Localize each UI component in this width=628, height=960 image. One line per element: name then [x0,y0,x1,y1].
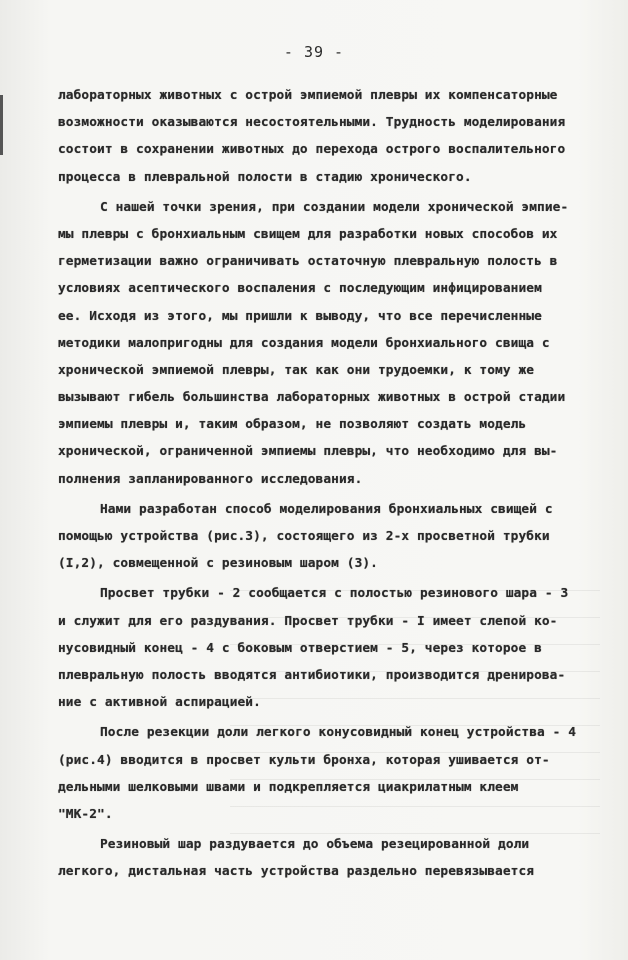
text-line: возможности оказываются несостоятельными. Трудность моделирования [58,115,566,131]
scan-edge-mark [0,95,3,155]
text-line: вызывают гибель большинства лабораторных животных в острой стадии [58,390,566,406]
text-line: полнения запланированного исследования. [58,471,363,487]
text-line: процесса в плевральной полости в стадию хронического. [58,169,472,185]
text-line: условиях асептического воспаления с последующим инфицированием [58,281,542,297]
text-line: хронической, ограниченной эмпиемы плевры, что необходимо для вы- [58,444,558,460]
text-line: ние с активной аспирацией. [58,695,261,711]
text-line: (I,2), совмещенной с резиновым шаром (3). [58,556,378,572]
text-line: и служит для его раздувания. Просвет трубки - I имеет слепой ко- [58,613,558,629]
text-line: эмпиемы плевры и, таким образом, не позволяют создать модель [58,417,527,433]
text-line: герметизации важно ограничивать остаточную плевральную полость в [58,254,558,270]
text-line: лабораторных животных с острой эмпиемой плевры их компенсаторные [58,88,558,103]
text-line: легкого, дистальная часть устройства раздельно перевязывается [58,864,535,880]
text-line: Нами разработан способ моделирования бронхиальных свищей с [100,501,553,517]
text-line: помощью устройства (рис.3), состоящего из 2-х просветной трубки [58,529,550,544]
body-text [58,82,608,885]
text-line: дельными шелковыми швами и подкрепляется циакрилатным клеем [58,779,519,795]
page-number: - 39 - [283,43,345,61]
text-line: нусовидный конец - 4 с боковым отверстием - 5, через которое в [58,640,542,656]
text-line: Просвет трубки - 2 сообщается с полостью резинового шара - 3 [100,586,569,602]
text-line: С нашей точки зрения, при создании модели хронической эмпие- [100,199,569,215]
text-line: Резиновый шар раздувается до объема резецированной доли [100,837,530,853]
text-line: (рис.4) вводится в просвет культи бронха, которая ушивается от- [58,752,550,768]
text-line: состоит в сохранении животных до перехода острого воспалительного [58,142,566,158]
text-line: хронической эмпиемой плевры, так как они трудоемки, к тому же [58,362,535,378]
text-line: После резекции доли легкого конусовидный конец устройства - 4 [100,725,577,741]
text-line: мы плевры с бронхиальным свищем для разработки новых способов их [58,226,558,242]
text-line: ее. Исходя из этого, мы пришли к выводу, что все перечисленные [58,308,542,324]
text-line: методики малопригодны для создания модели бронхиального свища с [58,335,550,351]
text-line: плевральную полость вводятся антибиотики, производится дренирова- [58,667,566,683]
text-line: "МК-2". [58,806,113,822]
